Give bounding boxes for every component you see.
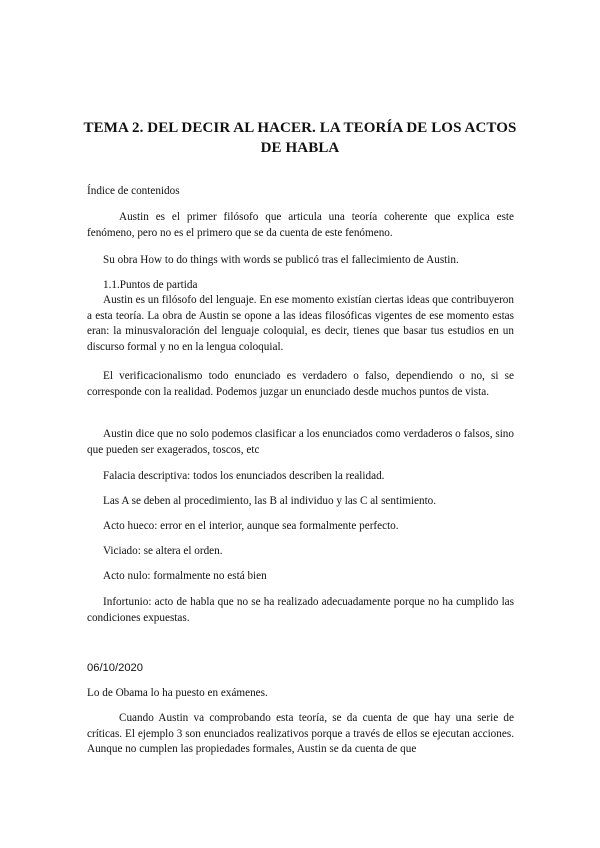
- date-heading: 06/10/2020: [87, 662, 143, 674]
- paragraph-abc: Las A se deben al procedimiento, las B al individuo y las C al sentimiento.: [103, 495, 437, 507]
- paragraph-acto-hueco: Acto hueco: error en el interior, aunque sea formalmente perfecto.: [103, 520, 399, 532]
- table-of-contents-heading: Índice de contenidos: [87, 185, 180, 197]
- paragraph-intro: Austin es el primer filósofo que articula una teoría coherente que explica este fenómeno, pero no es el primero que se da cuenta de este fenómeno.: [87, 211, 514, 239]
- paragraph-infortunio: Infortunio: acto de habla que no se ha realizado adecuadamente porque no ha cumplido las condiciones expuestas.: [87, 596, 514, 624]
- paragraph-book: Su obra How to do things with words se publicó tras el fallecimiento de Austin.: [103, 254, 459, 266]
- paragraph-clasificar: Austin dice que no solo podemos clasificar a los enunciados como verdaderos o falsos, sino que pueden ser exagerados, toscos, etc: [87, 428, 514, 456]
- paragraph-austin-criticas: Cuando Austin va comprobando esta teoría, se da cuenta de que hay una serie de críticas. El ejemplo 3 son enunciados realizativos porque a través de ellos se ejecutan acciones. Aunque no cumplen las propiedades formales, Austin se da cuenta de que: [87, 712, 514, 755]
- document-title: TEMA 2. DEL DECIR AL HACER. LA TEORÍA DE LOS ACTOS DE HABLA: [83, 120, 517, 156]
- paragraph-acto-nulo: Acto nulo: formalmente no está bien: [103, 570, 267, 582]
- paragraph-verificacionalismo: El verificacionalismo todo enunciado es verdadero o falso, dependiendo o no, si se corresponde con la realidad. Podemos juzgar un enunciado desde muchos puntos de vista.: [87, 370, 514, 398]
- paragraph-obama: Lo de Obama lo ha puesto en exámenes.: [87, 687, 268, 699]
- paragraph-austin-philosopher: Austin es un filósofo del lenguaje. En ese momento existían ciertas ideas que contribuyeron a esta teoría. La obra de Austin se opone a las ideas filosóficas vigentes de ese momento estas eran: la minusvaloración del lenguaje coloquial, es decir, tienes que basar tus estudios en un discurso formal y no en la lengua coloquial.: [87, 294, 514, 353]
- paragraph-viciado: Viciado: se altera el orden.: [103, 545, 223, 557]
- section-heading-puntos-de-partida: 1.1.Puntos de partida: [103, 279, 198, 291]
- paragraph-falacia: Falacia descriptiva: todos los enunciados describen la realidad.: [103, 470, 385, 482]
